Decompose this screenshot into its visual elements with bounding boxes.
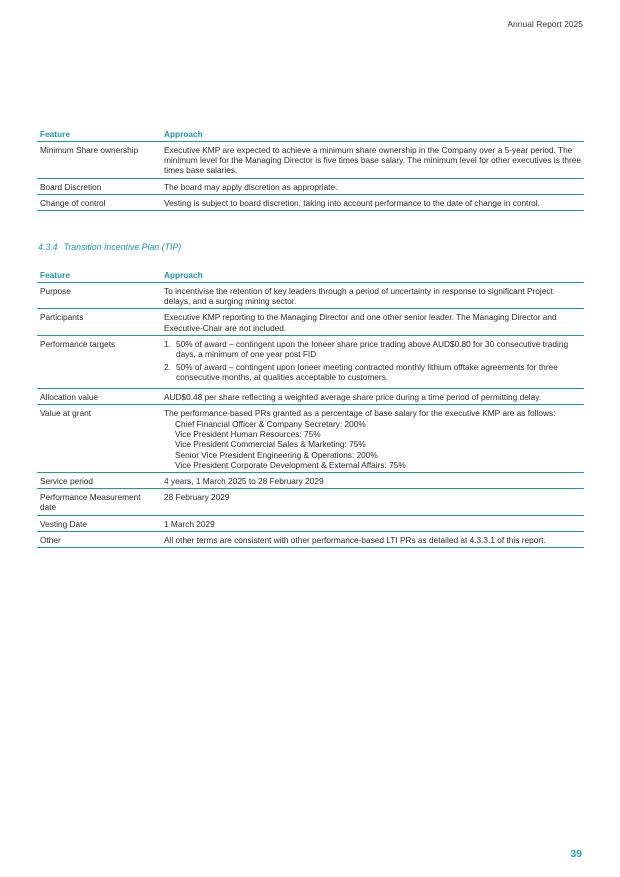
section-title: Transition Incentive Plan (TIP) <box>63 242 182 252</box>
feature-column-header: Feature <box>37 124 161 142</box>
list-item: Senior Vice President Engineering & Operations: 200% <box>175 449 378 460</box>
section-heading <box>38 242 181 252</box>
list-item <box>164 339 581 359</box>
feature-cell: Performance Measurement date <box>37 489 161 515</box>
table-row <box>37 178 584 194</box>
table-row <box>37 142 584 179</box>
approach-cell <box>161 335 584 388</box>
value-at-grant-list <box>175 419 581 470</box>
approach-cell: AUD$0.48 per share reflecting a weighted average share price during a time period of permitting delay. <box>161 388 584 404</box>
approach-column-header: Approach <box>161 124 584 142</box>
feature-cell: Allocation value <box>37 388 161 404</box>
feature-cell: Change of control <box>37 194 161 210</box>
section-number: 4.3.4 <box>38 242 58 252</box>
list-item: Vice President Commercial Sales & Marketing: 75% <box>175 439 366 450</box>
kmp-features-table <box>37 124 584 211</box>
table-row <box>37 404 584 472</box>
list-item-number: 2. <box>164 362 171 373</box>
feature-cell: Vesting Date <box>37 515 161 531</box>
list-item: Chief Financial Officer & Company Secretary: 200% <box>175 419 366 430</box>
feature-cell: Board Discretion <box>37 178 161 194</box>
table-row <box>37 531 584 547</box>
table-header-row <box>37 265 584 283</box>
table-row <box>37 489 584 515</box>
table-row <box>37 473 584 489</box>
list-item <box>164 362 581 382</box>
table-row <box>37 309 584 335</box>
table-row <box>37 515 584 531</box>
feature-cell: Other <box>37 531 161 547</box>
performance-target-list <box>164 339 581 383</box>
table-row <box>37 283 584 309</box>
feature-cell: Participants <box>37 309 161 335</box>
table-header-row <box>37 124 584 142</box>
value-at-grant-intro: The performance-based PRs granted as a percentage of base salary for the executive KMP are as follows: <box>164 407 556 418</box>
approach-cell: All other terms are consistent with other performance-based LTI PRs as detailed at 4.3.3.1 of this report. <box>161 531 584 547</box>
approach-cell: 1 March 2029 <box>161 515 584 531</box>
table-row <box>37 335 584 388</box>
report-title: Annual Report 2025 <box>507 19 583 29</box>
approach-cell: Vesting is subject to board discretion, taking into account performance to the date of change in control. <box>161 194 584 210</box>
list-item-text: 50% of award – contingent upon the Ioneer share price trading above AUD$0.80 for 30 consecutive trading days, a minimum of one year post FID <box>176 338 569 360</box>
approach-cell: To incentivise the retention of key leaders through a period of uncertainty in response to significant Project delays, and a surging mining sector. <box>161 283 584 309</box>
list-item: Vice President Corporate Development & External Affairs: 75% <box>175 459 406 470</box>
approach-cell: Executive KMP are expected to achieve a minimum share ownership in the Company over a 5-year period. The minimum level for the Managing Director is five times base salary. The minimum level for other executives is three times base salaries. <box>161 142 584 179</box>
feature-cell: Value at grant <box>37 404 161 472</box>
page-number: 39 <box>570 848 582 860</box>
table-row <box>37 388 584 404</box>
list-item-text: 50% of award – contingent upon Ioneer meeting contracted monthly lithium offtake agreements for three consecutive months, at qualities acceptable to customers. <box>176 362 558 383</box>
list-item: Vice President Human Resources: 75% <box>175 429 321 440</box>
approach-cell: Executive KMP reporting to the Managing Director and one other senior leader. The Managing Director and Executive-Chair are not included. <box>161 309 584 335</box>
feature-cell: Minimum Share ownership <box>37 142 161 179</box>
list-item-number: 1. <box>164 338 171 349</box>
feature-column-header: Feature <box>37 265 161 283</box>
approach-cell: 4 years, 1 March 2025 to 28 February 2029 <box>161 473 584 489</box>
approach-column-header: Approach <box>161 265 584 283</box>
tip-features-table <box>37 265 584 548</box>
approach-cell: 28 February 2029 <box>161 489 584 515</box>
feature-cell: Purpose <box>37 283 161 309</box>
feature-cell: Performance targets <box>37 335 161 388</box>
approach-cell: The board may apply discretion as appropriate. <box>161 178 584 194</box>
table-row <box>37 194 584 210</box>
feature-cell: Service period <box>37 473 161 489</box>
approach-cell <box>161 404 584 472</box>
